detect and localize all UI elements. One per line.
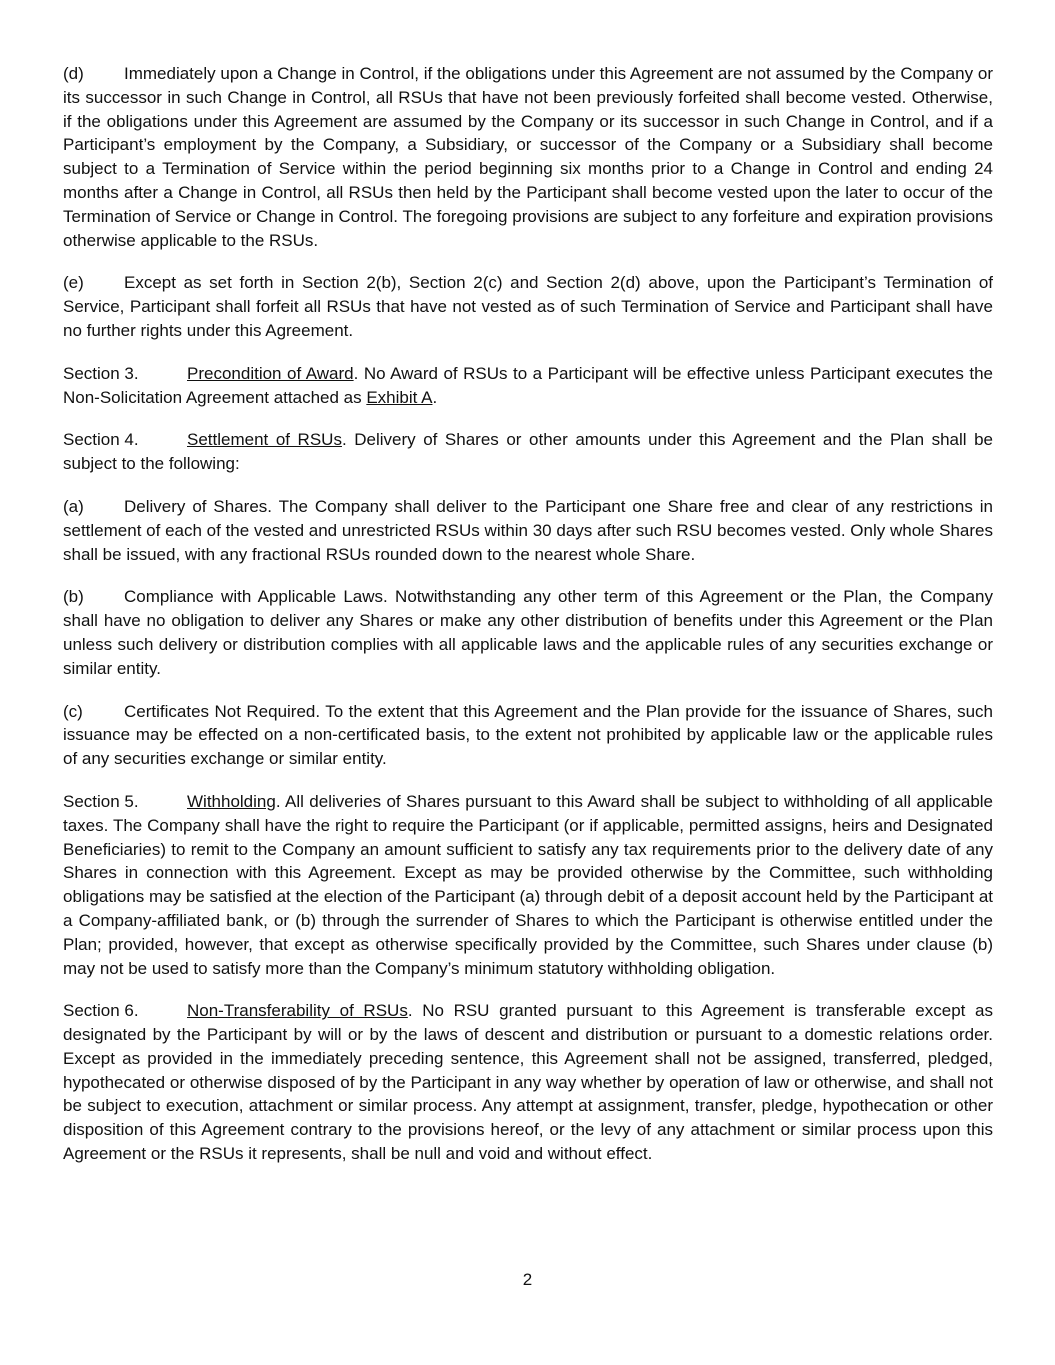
- section-text: . No Award of RSUs to a Participant will be effective unless Participant executes the Non-Solicitation Agreement attached as: [63, 363, 993, 407]
- paragraph-label: (d): [63, 64, 84, 83]
- section-heading: Precondition of Award: [187, 363, 354, 383]
- section-text: . Delivery of Shares or other amounts under this Agreement and the Plan shall be subject to the following:: [63, 430, 994, 474]
- document-page: [63, 62, 993, 1185]
- section-4: [63, 428, 993, 476]
- section-text: . No RSU granted pursuant to this Agreement is transferable except as designated by the Participant by will or by the laws of descent and distribution or pursuant to a domestic relations order. Except as provided in the immediately preceding sentence, this Agreement shall not be assigned, transferred, pledged, hypothecated or otherwise disposed of by the Participant in any way whether by operation of law or otherwise, and shall not be subject to execution, attachment or similar process. Any attempt at assignment, transfer, pledge, hypothecation or other disposition of this Agreement contrary to the provisions hereof, or the levy of any attachment or similar process upon this Agreement or the RSUs it represents, shall be null and void and without effect.: [63, 1001, 993, 1164]
- section-heading: Non-Transferability of RSUs: [187, 1001, 408, 1021]
- paragraph-text: Except as set forth in Section 2(b), Section 2(c) and Section 2(d) above, upon the Participant’s Termination of Service, Participant shall forfeit all RSUs that have not vested as of such Termination of Service and Participant shall have no further rights under this Agreement.: [63, 273, 993, 340]
- section-5: [63, 790, 993, 980]
- paragraph-label: (a): [63, 496, 84, 516]
- paragraph-label: (e): [63, 273, 84, 293]
- paragraph-label: (b): [63, 587, 84, 607]
- paragraph-text: Delivery of Shares. The Company shall deliver to the Participant one Share free and clear of any restrictions in settlement of each of the vested and unrestricted RSUs within 30 days after such RSU becomes vested. Only whole Shares shall be issued, with any fractional RSUs rounded down to the nearest whole Share.: [63, 496, 993, 564]
- page-number: 2: [522, 1270, 533, 1289]
- paragraph-4b: [63, 585, 993, 680]
- paragraph-text: Immediately upon a Change in Control, if the obligations under this Agreement are not assumed by the Company or its successor in such Change in Control, all RSUs that have not been previously forfeited shall become vested. Otherwise, if the obligations under this Agreement are assumed by the Company or its successor in such Change in Control, and if a Participant’s employment by the Company, a Subsidiary, or successor of the Company or a Subsidiary shall become subject to a Termination of Service within the period beginning six months prior to a Change in Control and ending 24 months after a Change in Control, all RSUs then held by the Participant shall become vested upon the later to occur of the Termination of Service or Change in Control. The foregoing provisions are subject to any forfeiture and expiration provisions otherwise applicable to the RSUs.: [63, 64, 993, 250]
- paragraph-4a: [63, 495, 993, 566]
- section-text: . All deliveries of Shares pursuant to this Award shall be subject to withholding of all applicable taxes. The Company shall have the right to require the Participant (or if applicable, permitted assigns, heirs and Designated Beneficiaries) to remit to the Company an amount sufficient to satisfy any tax requirements prior to the delivery date of any Shares in connection with this Agreement. Except as may be provided otherwise by the Committee, such withholding obligations may be satisfied at the election of the Participant (a) through debit of a deposit account held by the Participant at a Company-affiliated bank, or (b) through the surrender of Shares to which the Participant is otherwise entitled under the Plan; provided, however, that except as otherwise specifically provided by the Committee, such Shares under clause (b) may not be used to satisfy more than the Company’s minimum statutory withholding obligation.: [63, 791, 993, 978]
- paragraph-text: Compliance with Applicable Laws. Notwithstanding any other term of this Agreement or the Plan, the Company shall have no obligation to deliver any Shares or make any other distribution of benefits under this Agreement or the Plan unless such delivery or distribution complies with all applicable laws and the applicable rules of any securities exchange or similar entity.: [63, 587, 993, 678]
- section-label: Section 5.: [63, 791, 139, 811]
- paragraph-text: Certificates Not Required. To the extent that this Agreement and the Plan provide for the issuance of Shares, such issuance may be effected on a non-certificated basis, to the extent not prohibited by applicable law or the applicable rules of any securities exchange or similar entity.: [63, 701, 993, 769]
- section-label: Section 6.: [63, 1001, 139, 1021]
- paragraph-2e: [63, 271, 993, 342]
- section-text-end: .: [432, 387, 438, 407]
- section-3: [63, 362, 993, 410]
- section-heading: Settlement of RSUs: [187, 430, 342, 450]
- paragraph-4c: [63, 700, 993, 771]
- paragraph-label: (c): [63, 701, 83, 721]
- exhibit-reference: Exhibit A: [366, 387, 433, 407]
- paragraph-2d: [63, 62, 993, 252]
- section-6: [63, 999, 993, 1166]
- section-label: Section 3.: [63, 363, 139, 383]
- section-heading: Withholding: [187, 791, 276, 811]
- section-label: Section 4.: [63, 430, 139, 450]
